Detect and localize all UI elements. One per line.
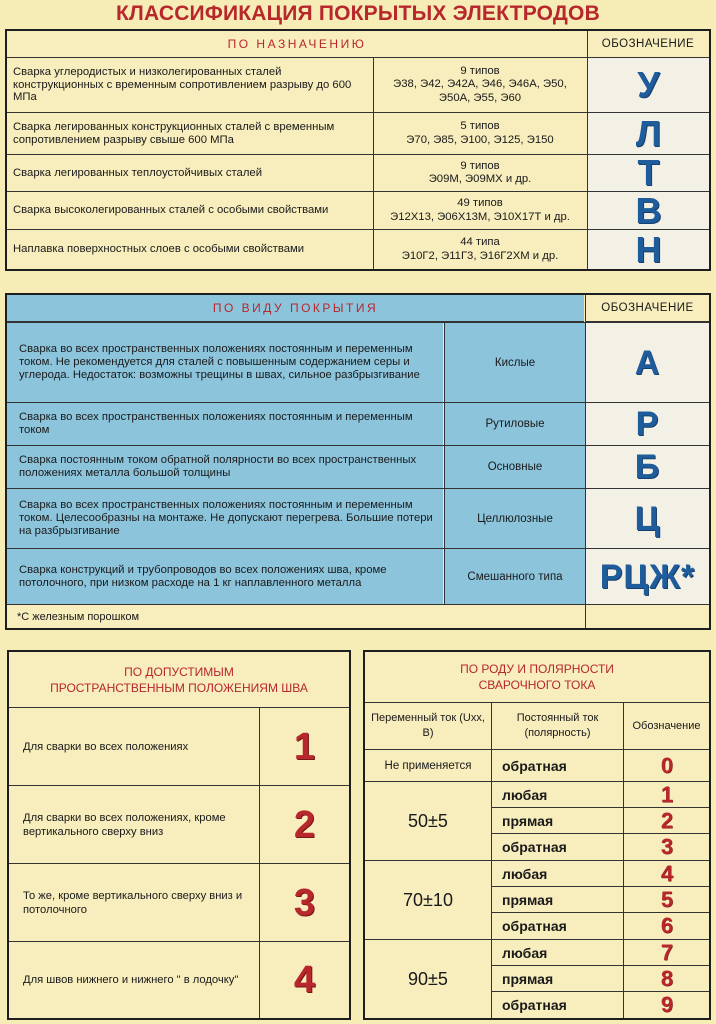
current-number: 4 [660,861,674,886]
column-ac-header: Переменный ток (Uxx, В) [371,712,485,739]
coating-designation-header: ОБОЗНАЧЕНИЕ [586,295,709,322]
current-row [492,781,709,807]
purpose-types: 49 типов Э12Х13, Э06Х13М, Э10Х17Т и др. [390,197,570,223]
current-row [492,749,709,781]
positions-table [7,650,351,1020]
coating-letter: А [586,323,709,402]
purpose-row [7,57,709,112]
polarity: обратная [502,918,567,934]
current-row [492,833,709,860]
page-title: КЛАССИФИКАЦИЯ ПОКРЫТЫХ ЭЛЕКТРОДОВ [116,2,600,25]
current-number: 7 [660,940,674,965]
voltage-cell: 70±10 [365,860,491,939]
current-number: 1 [660,782,674,807]
purpose-letter: В [588,192,709,229]
coating-desc: Сварка во всех пространственных положениях постоянным и переменным током [7,403,443,445]
purpose-types: 9 типов Э09М, Э09МХ и др. [428,159,532,185]
purpose-row [7,191,709,229]
voltage-cell: 50±5 [365,781,491,860]
polarity: прямая [502,970,554,987]
positions-row [9,941,349,1018]
purpose-letter: У [588,58,709,112]
coating-row [7,322,709,402]
positions-desc: То же, кроме вертикального сверху вниз и потолочного [23,889,243,916]
polarity: обратная [502,839,567,855]
coating-letter: РЦЖ* [586,549,709,604]
purpose-row [7,112,709,154]
coating-row [7,548,709,604]
coating-row [7,488,709,548]
current-row [492,991,709,1018]
purpose-desc: Сварка легированных теплоустойчивых сталей [13,166,263,179]
positions-header: ПО ДОПУСТИМЫМ ПРОСТРАНСТВЕННЫМ ПОЛОЖЕНИЯМ ШВА [50,664,308,695]
coating-desc: Сварка конструкций и трубопроводов во всех положениях шва, кроме потолочного, при низком расходе на 1 кг наплавленного металла [7,549,443,604]
current-number: 8 [660,966,674,991]
coating-header: ПО ВИДУ ПОКРЫТИЯ [7,295,584,322]
column-designation-header: Обозначение [623,703,709,749]
coating-desc: Сварка во всех пространственных положениях постоянным и переменным током. Не рекомендуется для сталей с повышенным содержанием серы и углерода. Недостаток: возможны трещины в швах, сильное разбрызгивание [7,323,443,402]
purpose-header: ПО НАЗНАЧЕНИЮ [227,37,367,51]
positions-number: 3 [293,881,316,924]
current-row [492,886,709,912]
current-header: ПО РОДУ И ПОЛЯРНОСТИ СВАРОЧНОГО ТОКА [460,662,614,692]
positions-row [9,863,349,941]
coating-type: Смешанного типа [444,549,585,604]
current-number: 0 [660,752,674,778]
polarity: обратная [502,997,567,1013]
polarity: любая [502,865,548,882]
current-row [492,965,709,991]
polarity: обратная [502,757,567,774]
current-number: 3 [660,834,674,859]
coating-letter: Б [586,446,709,488]
coating-type: Рутиловые [444,403,585,445]
current-row [492,807,709,833]
positions-desc: Для швов нижнего и нижнего " в лодочку" [23,974,239,986]
purpose-row [7,229,709,269]
current-column-headers [365,702,709,749]
coating-footnote-row [7,604,709,628]
polarity: прямая [502,812,554,829]
column-dc-header: Постоянный ток (полярность) [491,703,623,749]
purpose-letter: Л [588,113,709,154]
coating-row [7,402,709,445]
purpose-types: 9 типов Э38, Э42, Э42А, Э46, Э46А, Э50, Э50А, Э55, Э60 [393,64,567,104]
coating-type: Основные [444,446,585,488]
current-number: 5 [660,887,674,912]
polarity: любая [502,944,548,961]
purpose-types: 44 типа Э10Г2, Э11Г3, Э16Г2ХМ и др. [401,236,559,262]
current-table [363,650,711,1020]
voltage-cell: Не применяется [365,749,491,781]
positions-number: 4 [293,959,316,1001]
purpose-types: 5 типов Э70, Э85, Э100, Э125, Э150 [406,120,554,146]
coating-row [7,445,709,488]
purpose-desc: Наплавка поверхностных слоев с особыми свойствами [13,243,305,256]
purpose-letter: Т [588,155,709,191]
coating-letter: Р [586,403,709,445]
current-row [492,912,709,939]
positions-desc: Для сварки во всех положениях, кроме вертикального сверху вниз [23,811,226,838]
polarity: любая [502,786,548,803]
coating-desc: Сварка во всех пространственных положениях постоянным и переменным током. Целесообразны на монтаже. Не допускают перегрева. Большие потери на разбрызгивание [7,489,443,548]
current-row [492,939,709,965]
purpose-desc: Сварка легированных конструкционных сталей с временным сопротивлением разрыву свыше 600 МПа [13,121,335,146]
coating-type: Целлюлозные [444,489,585,548]
polarity: прямая [502,891,554,908]
positions-row [9,785,349,863]
purpose-desc: Сварка углеродистых и низколегированных сталей конструкционных с временным сопротивлением разрыву до 600 МПа [13,66,352,104]
positions-desc: Для сварки во всех положениях [23,740,189,753]
positions-number: 2 [293,803,316,846]
current-row [492,860,709,886]
coating-desc: Сварка постоянным током обратной полярности во всех пространственных положениях металла большой толщины [7,446,443,488]
coating-letter: Ц [586,489,709,548]
coating-table [5,293,711,630]
coating-type: Кислые [444,323,585,402]
purpose-table [5,29,711,271]
current-number: 9 [660,992,674,1017]
coating-footnote: *С железным порошком [17,610,140,623]
current-number: 2 [660,808,674,833]
purpose-designation-header: ОБОЗНАЧЕНИЕ [601,38,695,50]
current-number: 6 [660,913,674,938]
positions-number: 1 [293,725,316,768]
voltage-cell: 90±5 [365,939,491,1018]
purpose-row [7,154,709,191]
purpose-letter: Н [588,230,709,269]
positions-row [9,707,349,785]
purpose-desc: Сварка высоколегированных сталей с особыми свойствами [13,204,329,217]
